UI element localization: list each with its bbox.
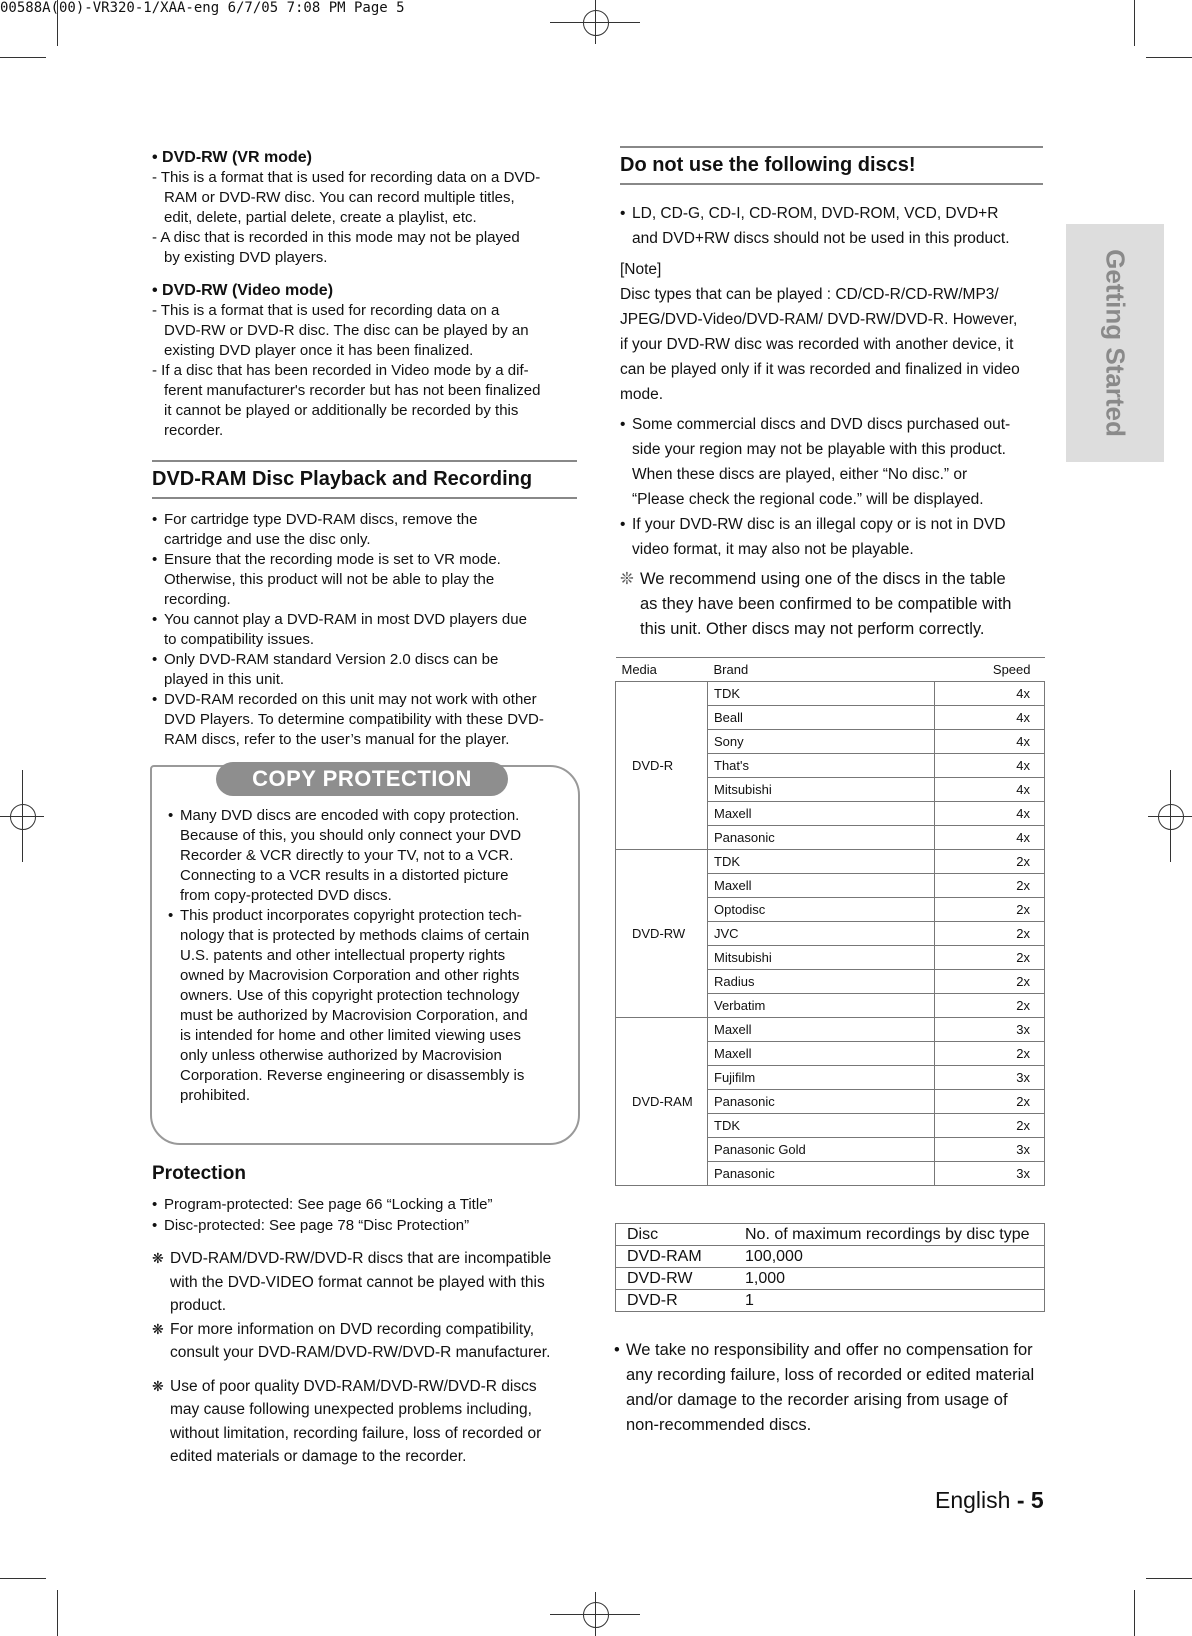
brand-cell: Mitsubishi	[708, 946, 935, 970]
note-item	[152, 1247, 584, 1318]
text-line: ❋ Use of poor quality DVD-RAM/DVD-RW/DVD-R discs	[170, 1377, 537, 1395]
speed-cell: 3x	[935, 1138, 1045, 1162]
brand-cell: Panasonic	[708, 1162, 935, 1186]
text-line: • This product incorporates copyright protection tech-	[180, 907, 522, 924]
table-cell: DVD-R	[616, 1290, 735, 1312]
speed-cell: 2x	[935, 874, 1045, 898]
text-line: Disc types that can be played : CD/CD-R/CD-RW/MP3/	[620, 286, 999, 303]
table-cell: DVD-RW	[616, 1268, 735, 1290]
text-line: owners. Use of this copyright protection technology	[180, 987, 520, 1004]
brand-cell: TDK	[708, 1114, 935, 1138]
text-line: product.	[170, 1297, 227, 1314]
text-line: with the DVD-VIDEO format cannot be played with this	[170, 1273, 545, 1291]
header-media: Media	[616, 658, 708, 682]
table-cell: 1,000	[734, 1268, 1045, 1290]
table-body	[616, 682, 1045, 1186]
protection-list	[152, 1194, 580, 1236]
speed-cell: 4x	[935, 778, 1045, 802]
text-line: video format, it may also not be playable.	[632, 541, 914, 558]
brand-cell: Maxell	[708, 802, 935, 826]
text-line: nology that is protected by methods claims of certain	[180, 927, 530, 944]
brand-cell: JVC	[708, 922, 935, 946]
recommend-note	[620, 567, 1050, 642]
do-not-use-heading: Do not use the following discs!	[620, 146, 1043, 185]
text-line: from copy-protected DVD discs.	[180, 887, 392, 904]
text-line: • Some commercial discs and DVD discs purchased out-	[632, 416, 1011, 433]
speed-cell: 2x	[935, 1114, 1045, 1138]
list-item	[152, 690, 580, 750]
video-mode-text	[152, 301, 577, 441]
brand-cell: Radius	[708, 970, 935, 994]
text-line: RAM discs, refer to the user’s manual for the player.	[164, 731, 510, 748]
speed-cell: 4x	[935, 754, 1045, 778]
text-line: may cause following unexpected problems including,	[170, 1401, 532, 1418]
note-item	[152, 1318, 584, 1365]
list-item	[620, 512, 1050, 562]
text-line: • For cartridge type DVD-RAM discs, remove the	[164, 511, 478, 528]
brand-cell: That's	[708, 754, 935, 778]
text-line: - A disc that is recorded in this mode may not be played	[152, 229, 520, 246]
text-line: edited materials or damage to the recorder.	[170, 1448, 467, 1465]
text-line: recorder.	[164, 422, 224, 439]
list-item	[168, 906, 568, 1106]
text-line: and DVD+RW discs should not be used in this product.	[632, 230, 1010, 247]
speed-cell: 2x	[935, 970, 1045, 994]
copy-protection-text	[168, 806, 568, 1106]
list-item	[614, 1338, 1054, 1438]
text-line: is intended for home and other limited viewing uses	[180, 1027, 522, 1044]
header-speed: Speed	[935, 658, 1045, 682]
text-line: side your region may not be playable with this product.	[632, 441, 1006, 458]
speed-cell: 4x	[935, 682, 1045, 706]
table-row	[616, 682, 1045, 706]
table-header-row	[616, 1224, 1045, 1246]
text-line: • LD, CD-G, CD-I, CD-ROM, DVD-ROM, VCD, DVD+R	[632, 205, 999, 222]
speed-cell: 4x	[935, 802, 1045, 826]
text-line: Otherwise, this product will not be able to play the	[164, 571, 495, 588]
brand-cell: TDK	[708, 682, 935, 706]
brand-cell: Panasonic	[708, 826, 935, 850]
text-line: • We take no responsibility and offer no compensation for	[626, 1341, 1033, 1359]
text-line: RAM or DVD-RW disc. You can record multiple titles,	[164, 189, 515, 206]
responsibility-note	[614, 1338, 1054, 1438]
text-line: cartridge and use the disc only.	[164, 531, 371, 548]
footer-separator: -	[1010, 1487, 1031, 1513]
header-disc: Disc	[616, 1224, 735, 1246]
compatible-disc-table	[615, 657, 1045, 1186]
list-item: • Disc-protected: See page 78 “Disc Protection”	[152, 1215, 580, 1236]
speed-cell: 3x	[935, 1066, 1045, 1090]
text-line: by existing DVD players.	[164, 249, 328, 266]
list-item	[620, 201, 1050, 251]
list-item	[168, 806, 568, 906]
speed-cell: 2x	[935, 1042, 1045, 1066]
table-cell: DVD-RAM	[616, 1246, 735, 1268]
brand-cell: Sony	[708, 730, 935, 754]
text-line: owned by Macrovision Corporation and other rights	[180, 967, 520, 984]
text-line: played in this unit.	[164, 671, 285, 688]
speed-cell: 2x	[935, 946, 1045, 970]
brand-cell: Fujifilm	[708, 1066, 935, 1090]
text-line: JPEG/DVD-Video/DVD-RAM/ DVD-RW/DVD-R. However,	[620, 311, 1018, 328]
list-item	[620, 412, 1050, 512]
text-line: it cannot be played or additionally be recorded by this	[164, 402, 519, 419]
table-row	[616, 850, 1045, 874]
brand-cell: TDK	[708, 850, 935, 874]
speed-cell: 2x	[935, 994, 1045, 1018]
text-line: • Only DVD-RAM standard Version 2.0 discs can be	[164, 651, 499, 668]
text-line: - This is a format that is used for recording data on a	[152, 302, 500, 319]
side-tab	[1066, 224, 1164, 462]
brand-cell: Maxell	[708, 874, 935, 898]
text-line: • Many DVD discs are encoded with copy protection.	[180, 807, 520, 824]
protection-heading: Protection	[152, 1163, 246, 1184]
table-cell: 1	[734, 1290, 1045, 1312]
text-line: Corporation. Reverse engineering or disassembly is	[180, 1067, 525, 1084]
text-line: if your DVD-RW disc was recorded with another device, it	[620, 336, 1014, 353]
text-line: ❊ We recommend using one of the discs in the table	[640, 570, 1006, 588]
vr-mode-title: • DVD-RW (VR mode)	[152, 149, 312, 166]
text-line: Recorder & VCR directly to your TV, not to a VCR.	[180, 847, 514, 864]
star-notes	[152, 1247, 584, 1469]
text-line: and/or damage to the recorder arising from usage of	[626, 1391, 1008, 1409]
text-line: mode.	[620, 386, 664, 403]
brand-cell: Verbatim	[708, 994, 935, 1018]
text-line: ferent manufacturer's recorder but has not been finalized	[164, 382, 541, 399]
speed-cell: 3x	[935, 1162, 1045, 1186]
table-header-row	[616, 658, 1045, 682]
video-mode-title: • DVD-RW (Video mode)	[152, 282, 334, 299]
text-line: prohibited.	[180, 1087, 251, 1104]
text-line: - If a disc that has been recorded in Video mode by a dif-	[152, 362, 529, 379]
text-line: • You cannot play a DVD-RAM in most DVD players due	[164, 611, 527, 628]
note-item	[152, 1375, 584, 1469]
speed-cell: 3x	[935, 1018, 1045, 1042]
media-cell: DVD-RW	[616, 850, 708, 1018]
text-line: Connecting to a VCR results in a distorted picture	[180, 867, 509, 884]
right-intro	[620, 201, 1050, 642]
text-line: only unless otherwise authorized by Macrovision	[180, 1047, 502, 1064]
text-line: edit, delete, partial delete, create a playlist, etc.	[164, 209, 477, 226]
vr-mode-text	[152, 168, 577, 268]
note-label: [Note]	[620, 261, 662, 278]
speed-cell: 4x	[935, 826, 1045, 850]
footer-language: English	[935, 1487, 1011, 1513]
text-line: must be authorized by Macrovision Corporation, and	[180, 1007, 528, 1024]
speed-cell: 4x	[935, 706, 1045, 730]
text-line: • Ensure that the recording mode is set to VR mode.	[164, 551, 501, 568]
table-row	[616, 1268, 1045, 1290]
side-tab-label: Getting Started	[1100, 249, 1131, 437]
media-cell: DVD-RAM	[616, 1018, 708, 1186]
text-line: as they have been confirmed to be compatible with	[640, 595, 1012, 613]
copy-protection-title: COPY PROTECTION	[216, 762, 508, 796]
text-line: DVD-RW or DVD-R disc. The disc can be played by an	[164, 322, 529, 339]
text-line: • If your DVD-RW disc is an illegal copy or is not in DVD	[632, 516, 1006, 533]
brand-cell: Optodisc	[708, 898, 935, 922]
text-line: any recording failure, loss of recorded or edited material	[626, 1366, 1035, 1384]
list-item	[152, 510, 580, 550]
text-line: recording.	[164, 591, 231, 608]
left-column-top	[152, 148, 577, 441]
media-cell: DVD-R	[616, 682, 708, 850]
speed-cell: 4x	[935, 730, 1045, 754]
dvd-ram-bullets	[152, 510, 580, 750]
header-brand: Brand	[708, 658, 935, 682]
text-line: • DVD-RAM recorded on this unit may not work with other	[164, 691, 537, 708]
brand-cell: Maxell	[708, 1042, 935, 1066]
text-line: When these discs are played, either “No disc.” or	[632, 466, 968, 483]
text-line: DVD Players. To determine compatibility with these DVD-	[164, 711, 544, 728]
list-item	[152, 610, 580, 650]
table-cell: 100,000	[734, 1246, 1045, 1268]
brand-cell: Beall	[708, 706, 935, 730]
page-number: 5	[1030, 1487, 1044, 1513]
text-line: can be played only if it was recorded and finalized in video	[620, 361, 1020, 378]
header-max-recordings: No. of maximum recordings by disc type	[734, 1224, 1045, 1246]
table-row	[616, 1290, 1045, 1312]
max-recordings-table	[615, 1223, 1045, 1312]
text-line: non-recommended discs.	[626, 1416, 812, 1434]
speed-cell: 2x	[935, 922, 1045, 946]
print-slug: 00588A(00)-VR320-1/XAA-eng 6/7/05 7:08 PM Page 5	[0, 0, 405, 16]
list-item: • Program-protected: See page 66 “Locking a Title”	[152, 1194, 580, 1215]
text-line: to compatibility issues.	[164, 631, 315, 648]
text-line: this unit. Other discs may not perform correctly.	[640, 620, 985, 638]
text-line: existing DVD player once it has been finalized.	[164, 342, 474, 359]
table-row	[616, 1018, 1045, 1042]
speed-cell: 2x	[935, 1090, 1045, 1114]
brand-cell: Mitsubishi	[708, 778, 935, 802]
text-line: U.S. patents and other intellectual property rights	[180, 947, 506, 964]
page-footer	[935, 1487, 1044, 1514]
text-line: - This is a format that is used for recording data on a DVD-	[152, 169, 541, 186]
brand-cell: Panasonic	[708, 1090, 935, 1114]
text-line: “Please check the regional code.” will be displayed.	[632, 491, 984, 508]
text-line: consult your DVD-RAM/DVD-RW/DVD-R manufacturer.	[170, 1344, 551, 1361]
dvd-ram-heading: DVD-RAM Disc Playback and Recording	[152, 460, 577, 499]
text-line: ❋ DVD-RAM/DVD-RW/DVD-R discs that are incompatible	[170, 1250, 552, 1267]
brand-cell: Panasonic Gold	[708, 1138, 935, 1162]
brand-cell: Maxell	[708, 1018, 935, 1042]
text-line: without limitation, recording failure, loss of recorded or	[170, 1424, 542, 1442]
speed-cell: 2x	[935, 850, 1045, 874]
list-item	[152, 550, 580, 610]
table-row	[616, 1246, 1045, 1268]
list-item	[152, 650, 580, 690]
speed-cell: 2x	[935, 898, 1045, 922]
text-line: Because of this, you should only connect your DVD	[180, 827, 522, 844]
text-line: ❋ For more information on DVD recording compatibility,	[170, 1320, 535, 1338]
